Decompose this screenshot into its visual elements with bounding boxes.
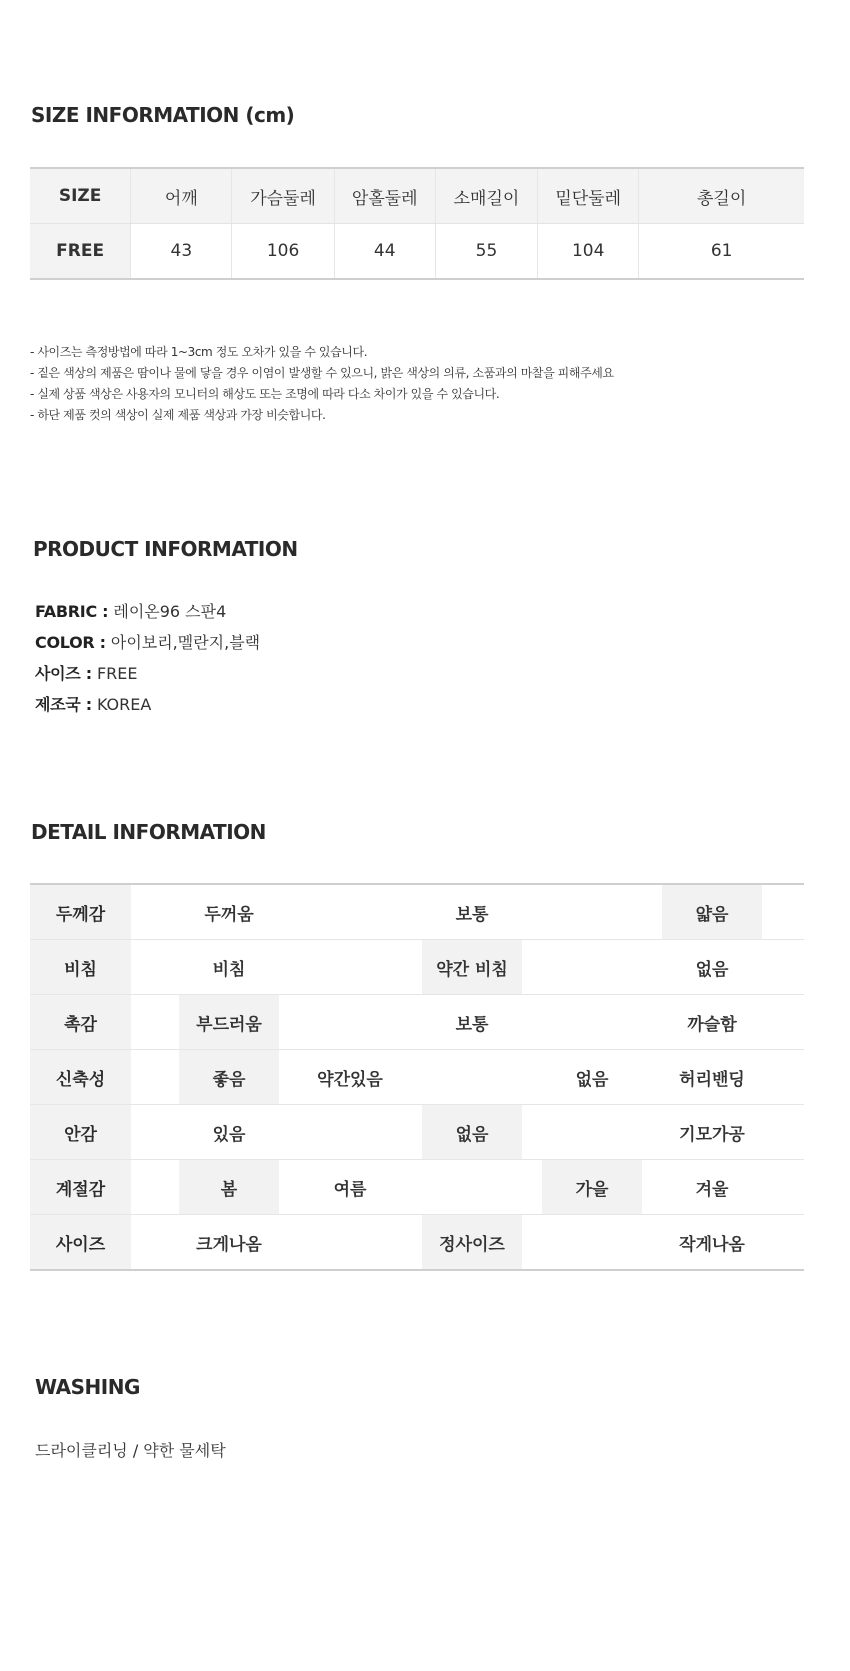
washing-title: WASHING [35, 1375, 140, 1399]
detail-row-label: 사이즈 [30, 1215, 131, 1269]
product-info-value: 아이보리,멜란지,블랙 [110, 633, 261, 652]
detail-option-runs-large: 크게나옴 [196, 1234, 262, 1255]
detail-option-runs-small: 작게나옴 [679, 1234, 745, 1255]
size-header-sleeve: 소매길이 [436, 169, 538, 223]
detail-option-spring: 봄 [179, 1160, 279, 1214]
size-cell-size: FREE [30, 224, 131, 278]
size-note: - 하단 제품 컷의 색상이 실제 제품 색상과 가장 비슷합니다. [30, 408, 326, 422]
detail-option-normal: 보통 [455, 904, 489, 925]
size-cell-chest: 106 [232, 224, 334, 278]
product-info-title: PRODUCT INFORMATION [33, 537, 298, 561]
detail-row-label: 신축성 [30, 1050, 131, 1104]
detail-option-waist-banding: 허리밴딩 [679, 1069, 745, 1090]
detail-option-slightly-sheer: 약간 비침 [422, 940, 522, 994]
detail-option-none: 없음 [575, 1069, 609, 1090]
product-info-label: COLOR : [35, 633, 106, 652]
size-header-armhole: 암홀둘레 [335, 169, 436, 223]
size-header-size: SIZE [30, 169, 131, 223]
detail-option-autumn: 가을 [542, 1160, 642, 1214]
product-info-row-fabric [35, 596, 260, 627]
size-cell-sleeve: 55 [436, 224, 538, 278]
detail-option-some: 약간있음 [317, 1069, 383, 1090]
product-info-label: 사이즈 : [35, 664, 92, 683]
detail-option-thin: 얇음 [662, 885, 762, 939]
detail-option-thick: 두꺼움 [204, 904, 254, 925]
product-info-value: KOREA [96, 695, 152, 714]
detail-row-thickness [30, 885, 804, 939]
detail-row-fit [30, 1214, 804, 1269]
detail-table [30, 883, 804, 1271]
detail-option-good: 좋음 [179, 1050, 279, 1104]
product-info-value: FREE [96, 664, 138, 683]
detail-row-lining [30, 1104, 804, 1159]
detail-option-soft: 부드러움 [179, 995, 279, 1049]
size-cell-armhole: 44 [335, 224, 436, 278]
product-info-row-color [35, 627, 260, 658]
detail-info-title: DETAIL INFORMATION [31, 820, 266, 844]
size-header-shoulder: 어깨 [131, 169, 232, 223]
detail-row-label: 촉감 [30, 995, 131, 1049]
size-header-chest: 가슴둘레 [232, 169, 334, 223]
size-header-length: 총길이 [639, 169, 804, 223]
size-notes [30, 342, 614, 426]
detail-row-label: 비침 [30, 940, 131, 994]
detail-option-sheer: 비침 [212, 959, 246, 980]
product-info-label: 제조국 : [35, 695, 92, 714]
product-info-row-origin [35, 689, 260, 720]
size-info-title: SIZE INFORMATION (cm) [31, 103, 295, 127]
size-note: - 실제 상품 색상은 사용자의 모니터의 해상도 또는 조명에 따라 다소 차이가 있을 수 있습니다. [30, 387, 500, 401]
size-note: - 짙은 색상의 제품은 땀이나 물에 닿을 경우 이염이 발생할 수 있으니, 밝은 색상의 의류, 소품과의 마찰을 피해주세요 [30, 366, 614, 380]
detail-row-sheerness [30, 939, 804, 994]
detail-row-label: 안감 [30, 1105, 131, 1159]
washing-text: 드라이클리닝 / 약한 물세탁 [35, 1441, 226, 1460]
detail-option-winter: 겨울 [695, 1179, 729, 1200]
size-note: - 사이즈는 측정방법에 따라 1~3cm 정도 오차가 있을 수 있습니다. [30, 345, 368, 359]
detail-row-texture [30, 994, 804, 1049]
size-cell-shoulder: 43 [131, 224, 232, 278]
detail-option-normal: 보통 [455, 1014, 489, 1035]
product-info-value: 레이온96 스판4 [113, 602, 227, 621]
product-info-label: FABRIC : [35, 602, 109, 621]
size-cell-length: 61 [710, 241, 733, 261]
detail-row-season [30, 1159, 804, 1214]
size-cell-hem: 104 [538, 224, 639, 278]
detail-option-no: 없음 [422, 1105, 522, 1159]
size-table-row [30, 223, 804, 278]
detail-row-label: 두께감 [30, 885, 131, 939]
product-info-row-size [35, 658, 260, 689]
size-table [30, 167, 804, 280]
detail-option-rough: 까슬함 [687, 1014, 737, 1035]
detail-option-yes: 있음 [212, 1124, 246, 1145]
detail-option-summer: 여름 [333, 1179, 367, 1200]
detail-option-true-to-size: 정사이즈 [422, 1215, 522, 1269]
detail-option-brushed: 기모가공 [679, 1124, 745, 1145]
size-header-hem: 밑단둘레 [538, 169, 639, 223]
detail-row-label: 계절감 [30, 1160, 131, 1214]
product-info-list [35, 596, 260, 720]
detail-row-stretch [30, 1049, 804, 1104]
size-table-header-row [30, 169, 804, 223]
detail-option-none: 없음 [695, 959, 729, 980]
